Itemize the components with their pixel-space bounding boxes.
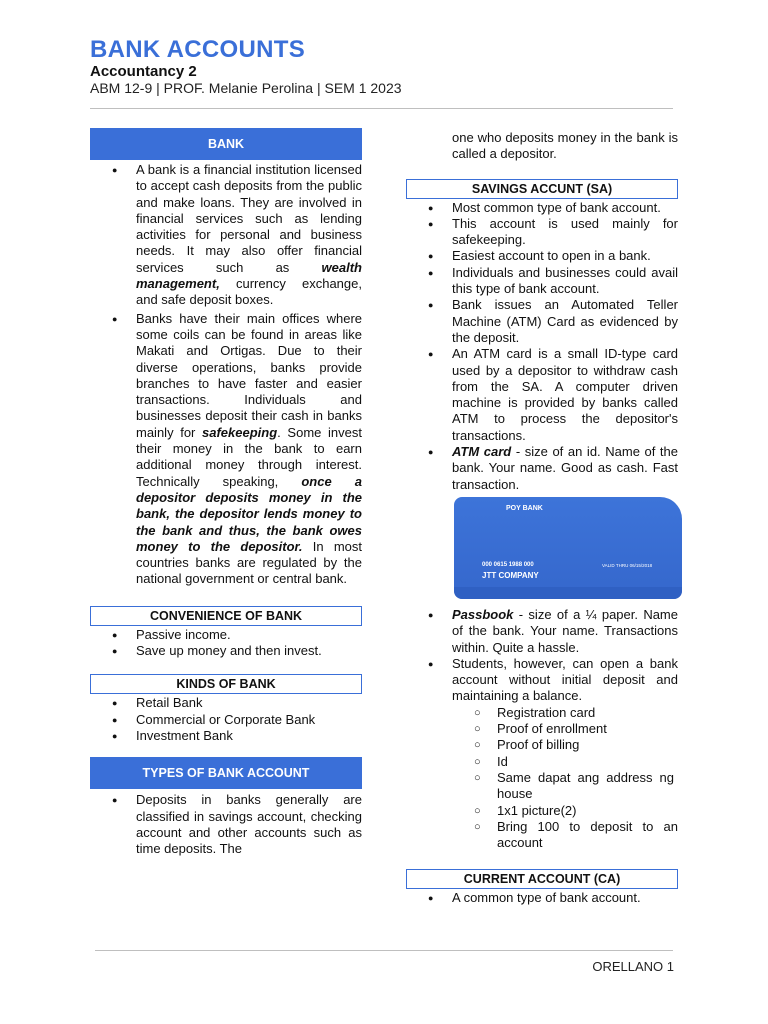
bank-list <box>90 162 362 588</box>
heading-types: TYPES OF BANK ACCOUNT <box>90 757 362 789</box>
card-bank-name: POY BANK <box>506 504 543 512</box>
text: A bank is a financial institution licensed to accept cash deposits from the public and make loans. They are involved in financial services such as lending activities for personal and business needs. It may also offer financial services such as <box>136 162 362 275</box>
text: Students, however, can open a bank account without initial deposit and maintaining a balance. <box>452 655 678 704</box>
bottom-divider <box>95 950 673 951</box>
card-number: 000 0615 1988 000 <box>482 561 534 568</box>
types-list <box>90 792 362 857</box>
course-line: ABM 12-9 | PROF. Melanie Perolina | SEM 1 2023 <box>90 80 402 96</box>
list-item: ○ Bring 100 to deposit to an account <box>451 819 678 852</box>
top-divider <box>90 108 673 109</box>
requirements-list <box>451 705 678 852</box>
text: In most countries banks are regulated by the national government or central bank. <box>136 538 362 587</box>
text: - size of a ¼ paper. Name of the bank. Your name. Transactions within. Quite a hassle. <box>452 606 678 655</box>
list-item: ○ Proof of billing <box>451 737 678 753</box>
list-item: ○ Same dapat ang address ng house <box>451 770 678 803</box>
heading-current: CURRENT ACCOUNT (CA) <box>406 869 678 889</box>
page-footer: ORELLANO 1 <box>592 959 674 974</box>
text: - size of an id. Name of the bank. Your name. Good as cash. Fast transaction. <box>452 444 679 492</box>
list-item: ○ Id <box>451 754 678 770</box>
heading-kinds: KINDS OF BANK <box>90 674 362 694</box>
heading-bank: BANK <box>90 128 362 160</box>
list-item <box>90 311 362 588</box>
right-column <box>406 130 678 907</box>
savings-list <box>406 200 678 493</box>
convenience-list <box>90 627 362 660</box>
current-list <box>406 890 678 906</box>
heading-convenience: CONVENIENCE OF BANK <box>90 606 362 626</box>
text: . Some invest their money in the bank to earn additional money through interest. Technically speaking, <box>136 424 362 489</box>
list-item: ○ Registration card <box>451 705 678 721</box>
card-stripe <box>454 587 682 599</box>
emphasis: wealth management, <box>136 259 362 292</box>
card-holder: JTT COMPANY <box>482 570 539 580</box>
term: ATM card <box>452 444 512 460</box>
emphasis: once a depositor deposits money in the bank, the depositor lends money to the bank and thus, the bank owes money to the depositor. <box>136 473 362 554</box>
list-item: ● An ATM card is a small ID-type card used by a depositor to withdraw cash from the SA. A computer driven machine is provided by banks called ATM to process the depositor's transactions. <box>406 346 678 444</box>
continuation-text: one who deposits money in the bank is called a depositor. <box>452 130 678 162</box>
list-item: ● Retail Bank <box>90 695 362 711</box>
emphasis: safekeeping <box>202 424 278 440</box>
kinds-list <box>90 695 362 744</box>
list-item: ● Investment Bank <box>90 728 362 744</box>
list-item <box>406 656 678 852</box>
heading-savings: SAVINGS ACCUNT (SA) <box>406 179 678 199</box>
list-item: ● Individuals and businesses could avail this type of bank account. <box>406 265 678 298</box>
list-item: ○ 1x1 picture(2) <box>451 803 678 819</box>
list-item: ● Save up money and then invest. <box>90 643 362 659</box>
page-title: BANK ACCOUNTS <box>90 36 306 63</box>
list-item <box>406 444 678 493</box>
list-item: ● Bank issues an Automated Teller Machine (ATM) Card as evidenced by the deposit. <box>406 297 678 346</box>
text: Banks have their main offices where some coils can be found in areas like Makati and Ortigas. Due to their diverse operations, banks provide branches to have faster and easier transactions. Individuals and businesses deposit their cash in banks mainly for <box>136 310 362 440</box>
list-item: ● Easiest account to open in a bank. <box>406 248 678 264</box>
atm-card-image <box>454 497 682 599</box>
list-item <box>406 607 678 656</box>
list-item: ● Passive income. <box>90 627 362 643</box>
list-item <box>90 162 362 309</box>
card-valid-thru: VALID THRU 06/15/2018 <box>602 562 653 568</box>
list-item: ● A common type of bank account. <box>406 890 678 906</box>
term: Passbook <box>452 606 514 622</box>
list-item: ● Deposits in banks generally are classified in savings account, checking account and other accounts such as time deposits. The <box>90 792 362 857</box>
subject-title: Accountancy 2 <box>90 63 197 80</box>
list-item: ○ Proof of enrollment <box>451 721 678 737</box>
list-item: ● Most common type of bank account. <box>406 200 678 216</box>
text: currency exchange, and safe deposit boxes. <box>136 276 362 308</box>
passbook-list <box>406 607 678 851</box>
list-item: ● This account is used mainly for safekeeping. <box>406 216 678 249</box>
left-column <box>90 128 362 857</box>
list-item: ● Commercial or Corporate Bank <box>90 712 362 728</box>
